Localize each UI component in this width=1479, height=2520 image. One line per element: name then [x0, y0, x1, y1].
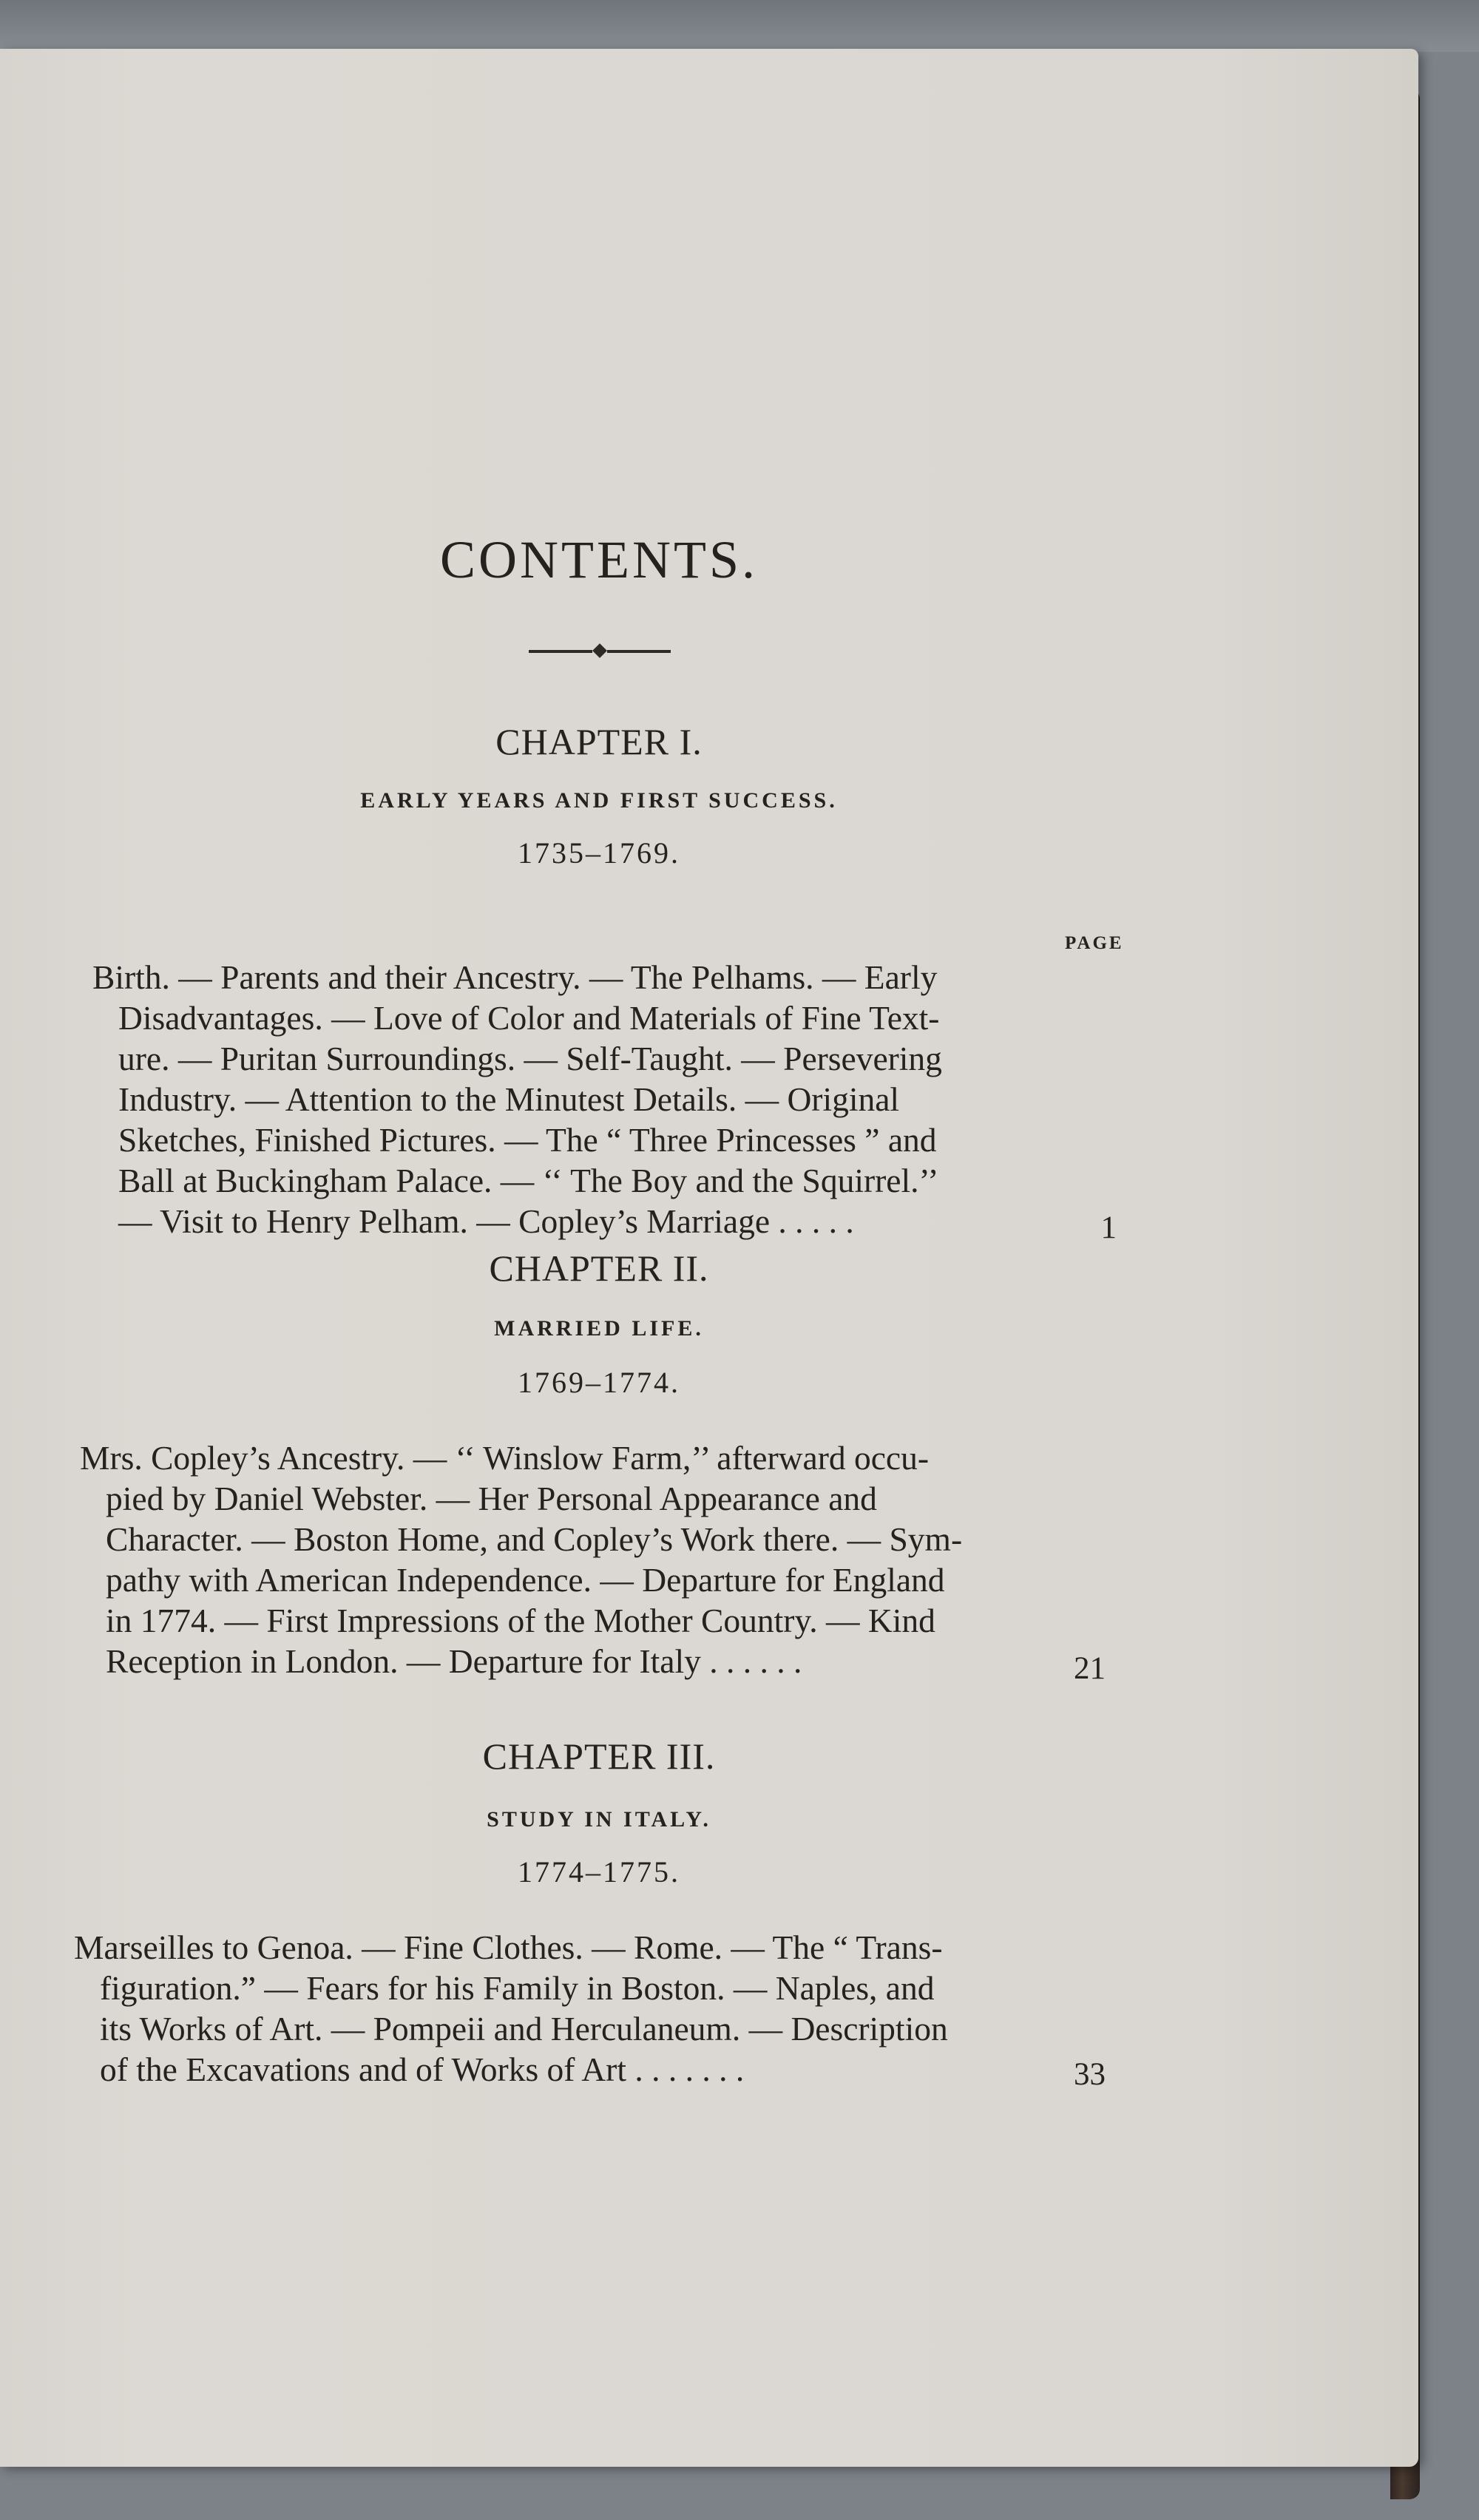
summary-line: Character. — Boston Home, and Copley’s Work there. — Sym-: [106, 1520, 963, 1558]
summary-line: Industry. — Attention to the Minutest Details. — Original: [118, 1080, 900, 1118]
chapter-heading: CHAPTER I.: [495, 721, 703, 762]
chapter-years: 1769–1774.: [518, 1366, 680, 1399]
ornament-diamond: [592, 643, 607, 658]
summary-line: of the Excavations and of Works of Art . . . . . . .: [100, 2050, 745, 2088]
summary-line: Ball at Buckingham Palace. — ‘‘ The Boy and the Squirrel.’’: [118, 1162, 939, 1199]
summary-line: Mrs. Copley’s Ancestry. — ‘‘ Winslow Farm,’’ afterward occu-: [80, 1439, 930, 1477]
summary-line: figuration.” — Fears for his Family in Boston. — Naples, and: [100, 1969, 935, 2007]
chapter-subtitle: EARLY YEARS AND FIRST SUCCESS.: [360, 788, 838, 813]
summary-line: ure. — Puritan Surroundings. — Self-Taught. — Persevering: [118, 1040, 942, 1077]
page-number: 33: [1074, 2057, 1106, 2092]
summary-line: Reception in London. — Departure for Italy . . . . . .: [106, 1642, 802, 1680]
ornament-line-right: [607, 650, 671, 653]
scan-backdrop: [0, 0, 1479, 52]
summary-line: Marseilles to Genoa. — Fine Clothes. — Rome. — The “ Trans-: [74, 1928, 943, 1966]
summary-line: Sketches, Finished Pictures. — The “ Three Princesses ” and: [118, 1121, 937, 1159]
chapter-summary: [74, 1927, 948, 2090]
summary-line: pied by Daniel Webster. — Her Personal Appearance and: [106, 1480, 877, 1517]
page-number: 1: [1100, 1210, 1117, 1245]
chapter-subtitle: STUDY IN ITALY.: [487, 1807, 711, 1832]
chapter-summary: [92, 957, 942, 1242]
ornament-divider: [529, 644, 673, 659]
summary-line: — Visit to Henry Pelham. — Copley’s Marriage . . . . .: [118, 1202, 854, 1240]
chapter-summary: [80, 1437, 962, 1681]
chapter-heading: CHAPTER III.: [482, 1735, 716, 1777]
summary-line: Birth. — Parents and their Ancestry. — The Pelhams. — Early: [92, 958, 938, 996]
summary-line: its Works of Art. — Pompeii and Herculaneum. — Description: [100, 2010, 948, 2048]
summary-line: pathy with American Independence. — Departure for England: [106, 1561, 945, 1599]
chapter-subtitle: MARRIED LIFE.: [494, 1316, 704, 1341]
book-page: [0, 49, 1418, 2467]
page-title: CONTENTS.: [440, 530, 758, 589]
summary-line: Disadvantages. — Love of Color and Materials of Fine Text-: [118, 999, 940, 1037]
chapter-heading: CHAPTER II.: [489, 1247, 709, 1289]
chapter-years: 1774–1775.: [518, 1855, 680, 1889]
ornament-line-left: [529, 650, 592, 653]
page-number: 21: [1074, 1651, 1106, 1686]
page-column-label: PAGE: [1065, 933, 1124, 953]
summary-line: in 1774. — First Impressions of the Mother Country. — Kind: [106, 1602, 935, 1639]
chapter-years: 1735–1769.: [518, 836, 680, 870]
